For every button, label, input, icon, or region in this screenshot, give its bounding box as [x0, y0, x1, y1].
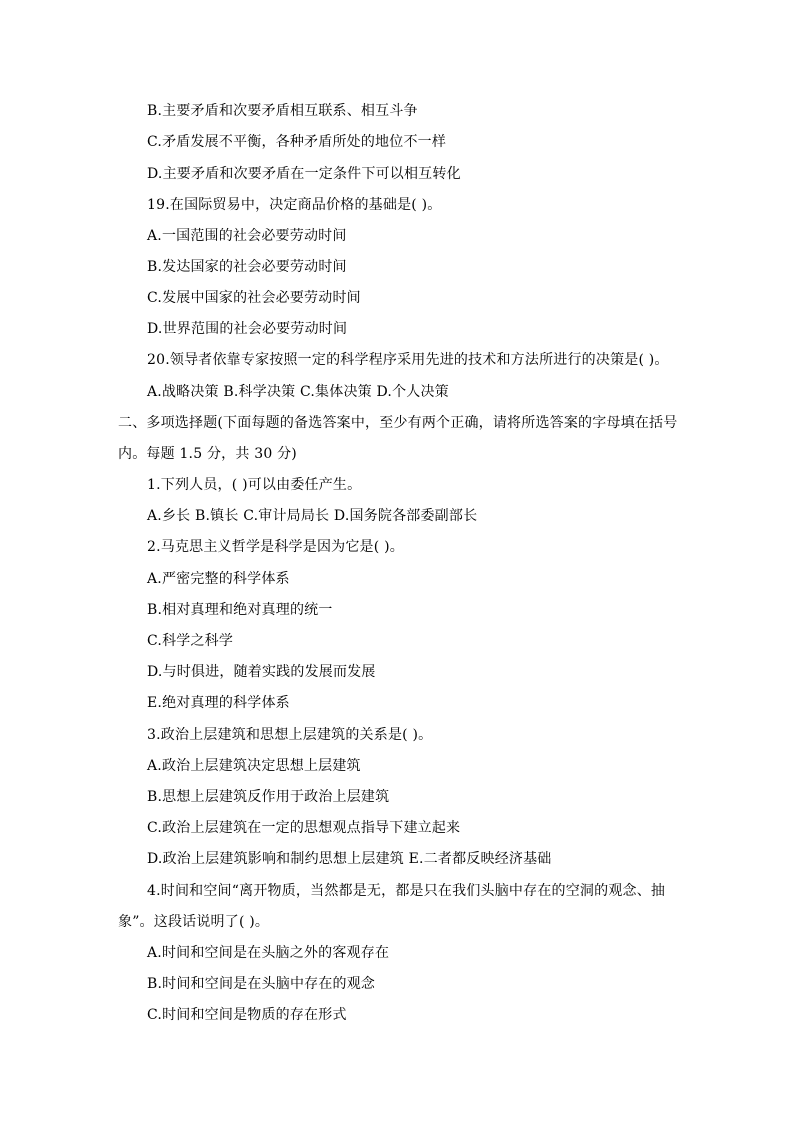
question-20: 20.领导者依靠专家按照一定的科学程序采用先进的技术和方法所进行的决策是( )。 [147, 352, 669, 368]
question-2: 2.马克思主义哲学是科学是因为它是( )。 [147, 539, 404, 555]
option-line: A.严密完整的科学体系 [147, 571, 290, 587]
question-4: 4.时间和空间“离开物质，当然都是无，都是只在我们头脑中存在的空洞的观念、抽 [147, 883, 666, 899]
option-line: A.政治上层建筑决定思想上层建筑 [147, 758, 361, 774]
question-3: 3.政治上层建筑和思想上层建筑的关系是( )。 [147, 727, 433, 743]
option-line: C.科学之科学 [147, 633, 234, 649]
option-line: A.一国范围的社会必要劳动时间 [147, 228, 347, 244]
option-line: A.时间和空间是在头脑之外的客观存在 [147, 945, 390, 961]
option-line: C.发展中国家的社会必要劳动时间 [147, 290, 361, 306]
section-heading: 二、多项选择题(下面每题的备选答案中，至少有两个正确，请将所选答案的字母填在括号 [118, 415, 678, 431]
section-heading-cont: 内。每题 1.5 分，共 30 分) [118, 446, 297, 462]
question-19: 19.在国际贸易中，决定商品价格的基础是( )。 [147, 197, 442, 213]
option-line: D.主要矛盾和次要矛盾在一定条件下可以相互转化 [147, 166, 461, 182]
option-line: C.时间和空间是物质的存在形式 [147, 1007, 347, 1023]
question-4-cont: 象”。这段话说明了( )。 [118, 914, 270, 930]
option-line: E.绝对真理的科学体系 [147, 695, 290, 711]
option-line: B.相对真理和绝对真理的统一 [147, 602, 333, 618]
option-line: B.发达国家的社会必要劳动时间 [147, 259, 347, 275]
option-line: A.战略决策 B.科学决策 C.集体决策 D.个人决策 [147, 384, 449, 400]
option-line: C.矛盾发展不平衡，各种矛盾所处的地位不一样 [147, 134, 447, 150]
option-line: D.政治上层建筑影响和制约思想上层建筑 E.二者都反映经济基础 [147, 851, 552, 867]
option-line: D.与时俱进，随着实践的发展而发展 [147, 664, 376, 680]
option-line: B.思想上层建筑反作用于政治上层建筑 [147, 789, 390, 805]
question-1: 1.下列人员，( )可以由委任产生。 [147, 477, 362, 493]
option-line: B.主要矛盾和次要矛盾相互联系、相互斗争 [147, 103, 418, 119]
option-line: B.时间和空间是在头脑中存在的观念 [147, 976, 376, 992]
option-line: A.乡长 B.镇长 C.审计局局长 D.国务院各部委副部长 [147, 508, 478, 524]
option-line: C.政治上层建筑在一定的思想观点指导下建立起来 [147, 820, 461, 836]
option-line: D.世界范围的社会必要劳动时间 [147, 321, 348, 337]
